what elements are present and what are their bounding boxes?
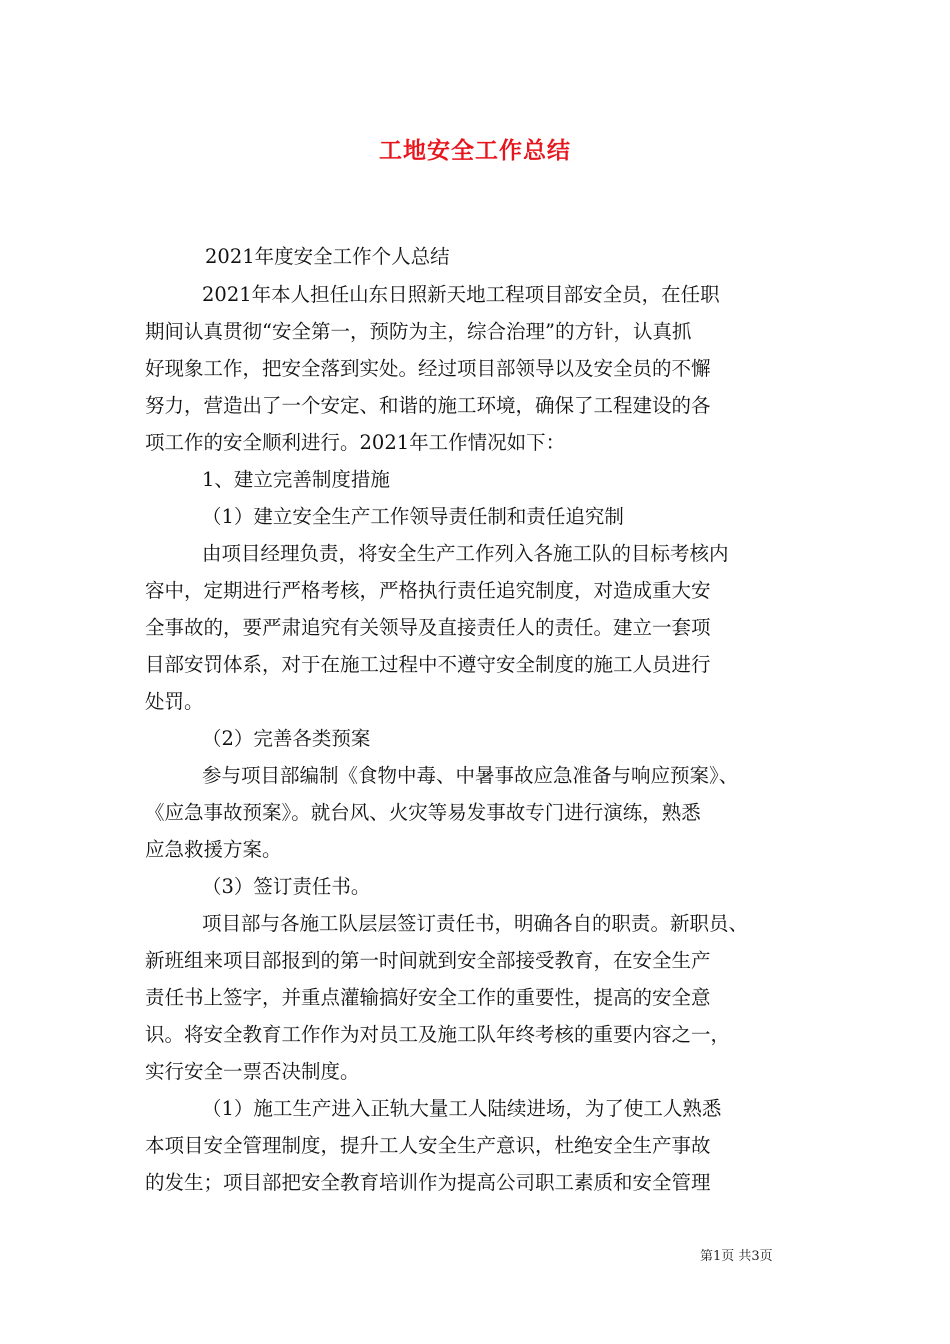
body-line: 实行安全一票否决制度。 [145,1060,360,1083]
body-line: 由项目经理负责，将安全生产工作列入各施工队的目标考核内 [202,542,729,565]
body-line: 处罚。 [145,690,204,713]
subsection-heading: （3）签订责任书。 [202,875,371,898]
body-line: 的发生；项目部把安全教育培训作为提高公司职工素质和安全管理 [145,1171,711,1194]
section-heading: 1、建立完善制度措施 [202,468,390,491]
body-line: 责任书上签字，并重点灌输搞好安全工作的重要性，提高的安全意 [145,986,711,1009]
body-line: 目部安罚体系，对于在施工过程中不遵守安全制度的施工人员进行 [145,653,711,676]
heading-line: 2021年度安全工作个人总结 [205,245,450,268]
subsection-heading: （1）施工生产进入正轨大量工人陆续进场，为了使工人熟悉 [202,1097,722,1120]
body-line: 努力，营造出了一个安定、和谐的施工环境，确保了工程建设的各 [145,394,711,417]
body-line: 好现象工作，把安全落到实处。经过项目部领导以及安全员的不懈 [145,357,711,380]
subsection-heading: （1）建立安全生产工作领导责任制和责任追究制 [202,505,624,528]
body-line: 应急救援方案。 [145,838,282,861]
body-line: 识。将安全教育工作作为对员工及施工队年终考核的重要内容之一， [145,1023,731,1046]
body-line: 期间认真贯彻“安全第一，预防为主，综合治理”的方针，认真抓 [145,320,692,343]
subsection-heading: （2）完善各类预案 [202,727,371,750]
body-line: 2021年本人担任山东日照新天地工程项目部安全员，在任职 [202,283,720,306]
body-line: 项目部与各施工队层层签订责任书，明确各自的职责。新职员、 [202,912,749,935]
page-number: 第1页 共3页 [700,1249,773,1264]
body-line: 容中，定期进行严格考核，严格执行责任追究制度，对造成重大安 [145,579,711,602]
body-line: 新班组来项目部报到的第一时间就到安全部接受教育，在安全生产 [145,949,711,972]
document-title: 工地安全工作总结 [379,137,571,164]
body-line: 项工作的安全顺利进行。2021年工作情况如下： [145,431,566,454]
body-line: 本项目安全管理制度，提升工人安全生产意识，杜绝安全生产事故 [145,1134,711,1157]
body-line: 全事故的，要严肃追究有关领导及直接责任人的责任。建立一套项 [145,616,711,639]
body-line: 参与项目部编制《食物中毒、中暑事故应急准备与响应预案》、 [202,764,739,787]
body-line: 《应急事故预案》。就台风、火灾等易发事故专门进行演练，熟悉 [145,801,701,824]
